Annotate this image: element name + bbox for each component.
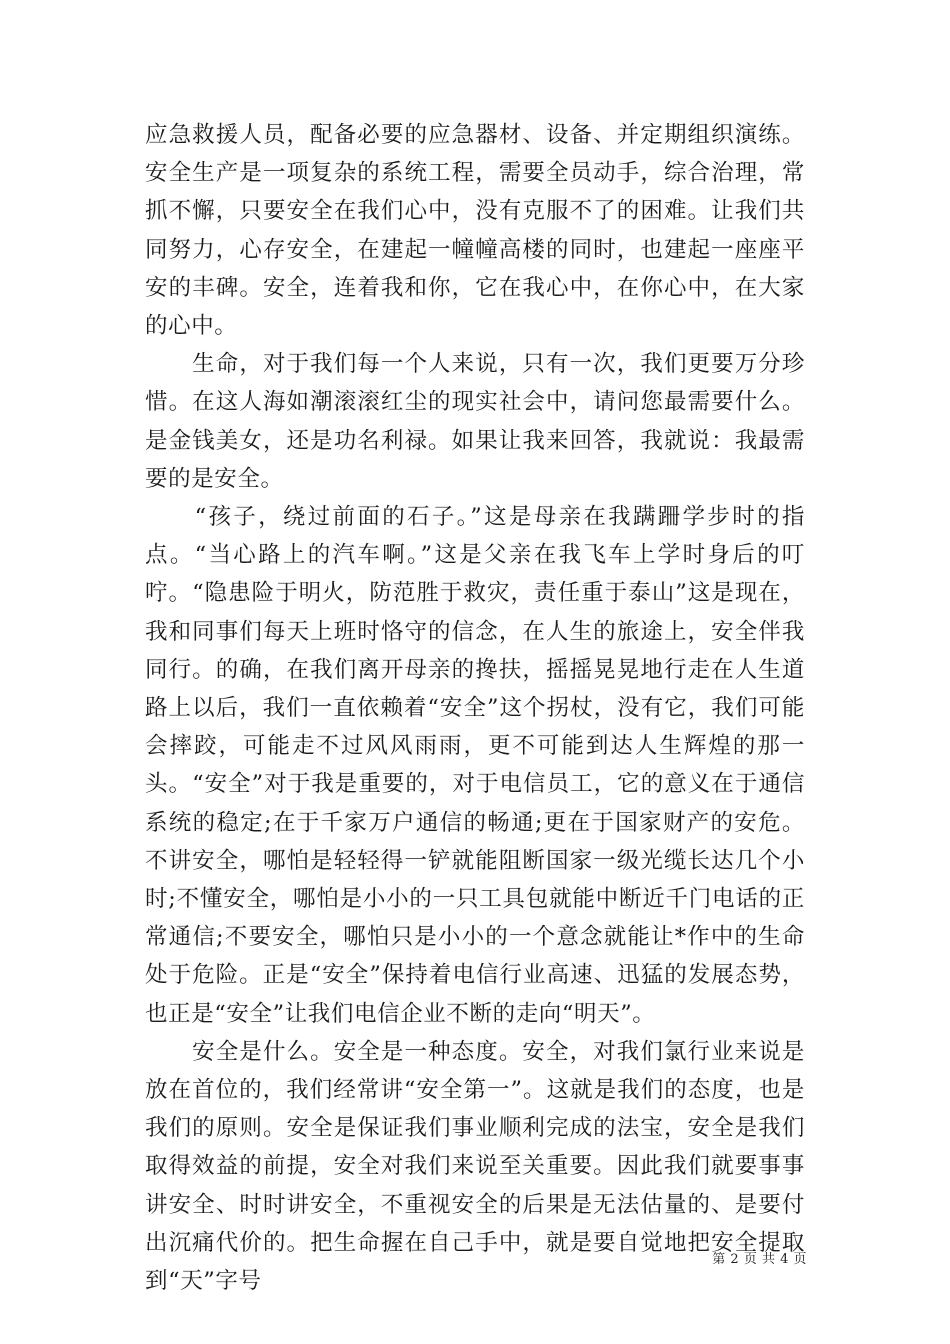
page-number-footer: 第 2 页 共 4 页 xyxy=(712,1252,807,1267)
paragraph: 安全是什么。安全是一种态度。安全，对我们氯行业来说是放在首位的，我们经常讲“安全第一”。这就是我们的态度，也是我们的原则。安全是保证我们事业顺利完成的法宝，安全是我们取得效益的前提，安全对我们来说至关重要。因此我们就要事事讲安全、时时讲安全，不重视安全的后果是无法估量的、是要付出沉痛代价的。把生命握在自己手中，就是要自觉地把安全提取到“天”字号 xyxy=(145,1038,805,1295)
paragraph: “孩子，绕过前面的石子。”这是母亲在我蹒跚学步时的指点。“当心路上的汽车啊。”这是父亲在我飞车上学时身后的叮咛。“隐患险于明火，防范胜于救灾，责任重于泰山”这是现在，我和同事们每天上班时恪守的信念，在人生的旅途上，安全伴我同行。的确，在我们离开母亲的搀扶，摇摇晃晃地行走在人生道路上以后，我们一直依赖着“安全”这个拐杖，没有它，我们可能会摔跤，可能走不过风风雨雨，更不可能到达人生辉煌的那一头。“安全”对于我是重要的，对于电信员工，它的意义在于通信系统的稳定;在于千家万户通信的畅通;更在于国家财产的安危。不讲安全，哪怕是轻轻得一铲就能阻断国家一级光缆长达几个小时;不懂安全，哪怕是小小的一只工具包就能中断近千门电话的正常通信;不要安全，哪怕只是小小的一个意念就能让*作中的生命处于危险。正是“安全”保持着电信行业高速、迅猛的发展态势，也正是“安全”让我们电信企业不断的走向“明天”。 xyxy=(145,504,805,1027)
document-body xyxy=(145,116,805,1300)
paragraph: 应急救援人员，配备必要的应急器材、设备、并定期组织演练。安全生产是一项复杂的系统工程，需要全员动手，综合治理，常抓不懈，只要安全在我们心中，没有克服不了的困难。让我们共同努力，心存安全，在建起一幢幢高楼的同时，也建起一座座平安的丰碑。安全，连着我和你，它在我心中，在你心中，在大家的心中。 xyxy=(145,122,805,340)
paragraph: 生命，对于我们每一个人来说，只有一次，我们更要万分珍惜。在这人海如潮滚滚红尘的现实社会中，请问您最需要什么。是金钱美女，还是功名利禄。如果让我来回答，我就说：我最需要的是安全。 xyxy=(145,351,805,492)
